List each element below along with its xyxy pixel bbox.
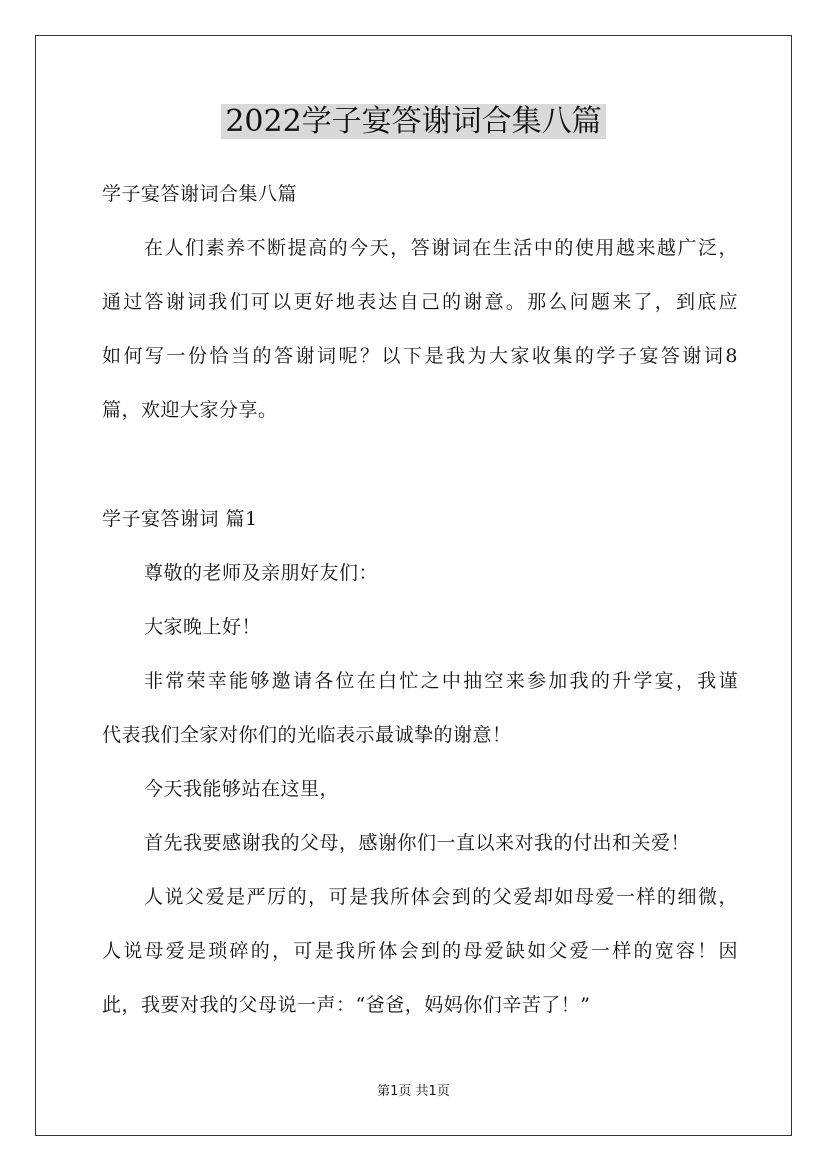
body-line: 首先我要感谢我的父母，感谢你们一直以来对我的付出和关爱！ [144, 832, 691, 854]
body-line: 尊敬的老师及亲朋好友们： [144, 562, 379, 584]
intro-line: 通过答谢词我们可以更好地表达自己的谢意。那么问题来了，到底应 [102, 291, 738, 313]
body-line: 代表我们全家对你们的光临表示最诚挚的谢意！ [102, 724, 512, 746]
body-line: 大家晚上好！ [144, 616, 262, 638]
body-line: 此，我要对我的父母说一声：“爸爸，妈妈你们辛苦了！” [102, 994, 591, 1016]
page-number: 第1页 共1页 [377, 1084, 450, 1099]
document-title-text: 2022学子宴答谢词合集八篇 [221, 104, 605, 139]
document-title [0, 100, 827, 144]
subtitle: 学子宴答谢词合集八篇 [102, 183, 298, 205]
body-line: 非常荣幸能够邀请各位在白忙之中抽空来参加我的升学宴，我谨 [144, 670, 738, 692]
body-line: 人说父爱是严厉的，可是我所体会到的父爱却如母爱一样的细微， [144, 886, 738, 908]
section-heading: 学子宴答谢词 篇1 [102, 508, 258, 530]
intro-line: 如何写一份恰当的答谢词呢？以下是我为大家收集的学子宴答谢词8 [102, 345, 738, 367]
intro-line: 篇，欢迎大家分享。 [102, 399, 278, 421]
body-line: 人说母爱是琐碎的，可是我所体会到的母爱缺如父爱一样的宽容！因 [102, 940, 738, 962]
intro-line: 在人们素养不断提高的今天，答谢词在生活中的使用越来越广泛， [144, 237, 738, 259]
body-line: 今天我能够站在这里， [144, 778, 340, 800]
